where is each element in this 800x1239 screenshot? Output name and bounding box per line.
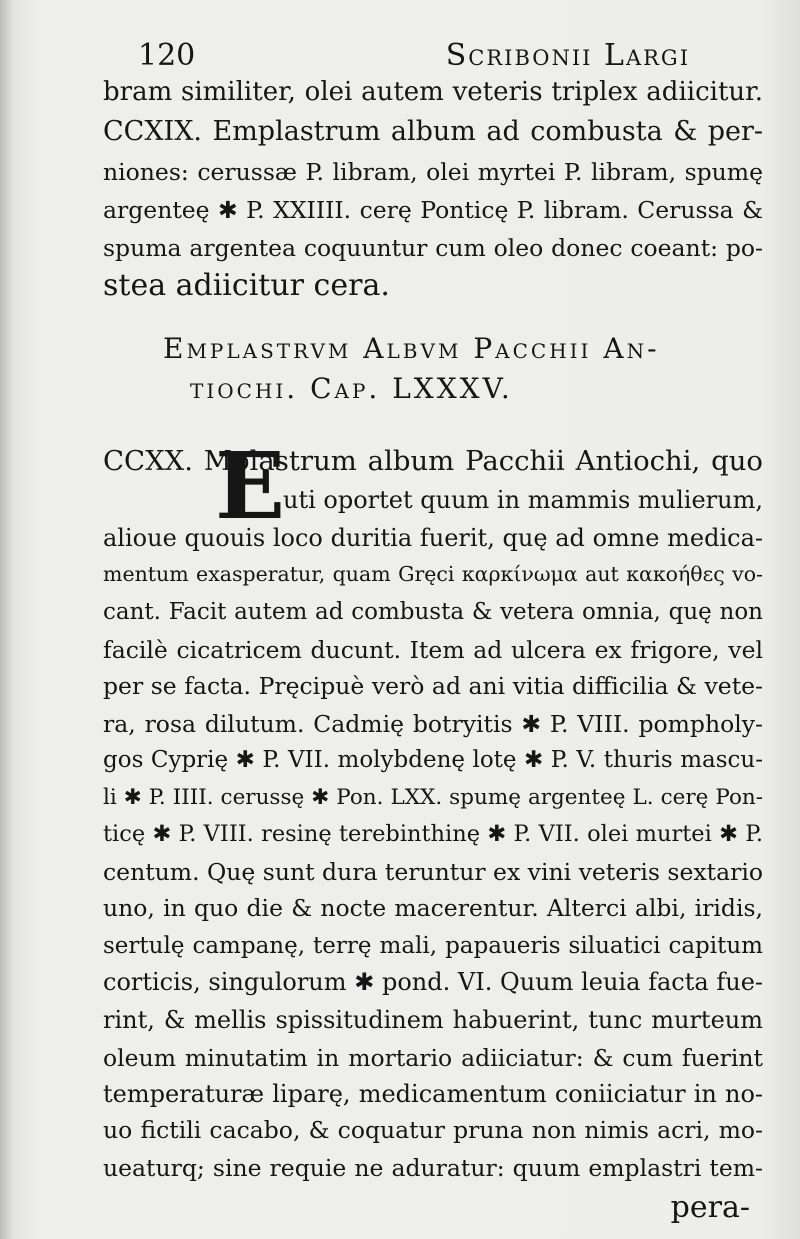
text-line: corticis, singulorum ✱ pond. VI. Quum leuia facta fue- bbox=[103, 968, 763, 996]
text-line: ra, rosa dilutum. Cadmię botryitis ✱ P. VIII. pompholy- bbox=[103, 710, 763, 738]
text-line: CCXX. Mplastrum album Pacchii Antiochi, quo bbox=[103, 445, 763, 477]
text-line: sertulę campanę, terrę mali, papaueris siluatici capitum bbox=[103, 933, 763, 959]
text-line: uno, in quo die & nocte macerentur. Alterci albi, iridis, bbox=[103, 894, 763, 922]
text-line: temperaturæ liparę, medicamentum coniiciatur in no- bbox=[103, 1080, 763, 1108]
text-line: uti oportet quum in mammis mulierum, bbox=[283, 486, 763, 514]
text-line: stea adiicitur cera. bbox=[103, 268, 390, 303]
text-line: ueaturq; sine requie ne aduratur: quum emplastri tem- bbox=[103, 1154, 763, 1182]
text-line: argenteę ✱ P. XXIIII. cerę Ponticę P. libram. Cerussa & bbox=[103, 196, 763, 224]
text-line: per se facta. Pręcipuè verò ad ani vitia difficilia & vete- bbox=[103, 672, 763, 700]
text-line: oleum minutatim in mortario adiiciatur: & cum fuerint bbox=[103, 1044, 763, 1072]
text-line: CCXIX. Emplastrum album ad combusta & per- bbox=[103, 116, 763, 147]
text-line: rint, & mellis spissitudinem habuerint, tunc murteum bbox=[103, 1006, 763, 1034]
text-line: uo fictili cacabo, & coquatur pruna non nimis acri, mo- bbox=[103, 1116, 763, 1144]
text-line: niones: cerussæ P. libram, olei myrtei P. libram, spumę bbox=[103, 158, 763, 186]
text-line: centum. Quę sunt dura teruntur ex vini veteris sextario bbox=[103, 858, 763, 886]
running-title: Scribonii Largi bbox=[445, 38, 690, 73]
page-number: 120 bbox=[138, 38, 196, 73]
catchword: pera- bbox=[670, 1190, 750, 1225]
chapter-heading-line1: Emplastrvm Albvm Pacchii An- bbox=[163, 332, 660, 365]
text-line: mentum exasperatur, quam Gręci καρκίνωμα aut κακοήθες vo- bbox=[103, 562, 763, 586]
chapter-heading-line2: tiochi. Cap. LXXXV. bbox=[190, 372, 513, 405]
drop-initial: E bbox=[215, 432, 286, 540]
text-line: spuma argentea coquuntur cum oleo donec coeant: po- bbox=[103, 234, 763, 262]
text-line: cant. Facit autem ad combusta & vetera omnia, quę non bbox=[103, 599, 763, 625]
text-line: gos Cyprię ✱ P. VII. molybdenę lotę ✱ P. V. thuris mascu- bbox=[103, 747, 763, 773]
text-line: ticę ✱ P. VIII. resinę terebinthinę ✱ P. VII. olei murtei ✱ P. bbox=[103, 821, 763, 847]
text-line: li ✱ P. IIII. cerussę ✱ Pon. LXX. spumę argenteę L. cerę Pon- bbox=[103, 785, 763, 810]
text-line: bram similiter, olei autem veteris triplex adiicitur. bbox=[103, 77, 763, 107]
text-line: alioue quouis loco duritia fuerit, quę ad omne medica- bbox=[103, 524, 763, 552]
text-line: facilè cicatricem ducunt. Item ad ulcera ex frigore, vel bbox=[103, 636, 763, 664]
